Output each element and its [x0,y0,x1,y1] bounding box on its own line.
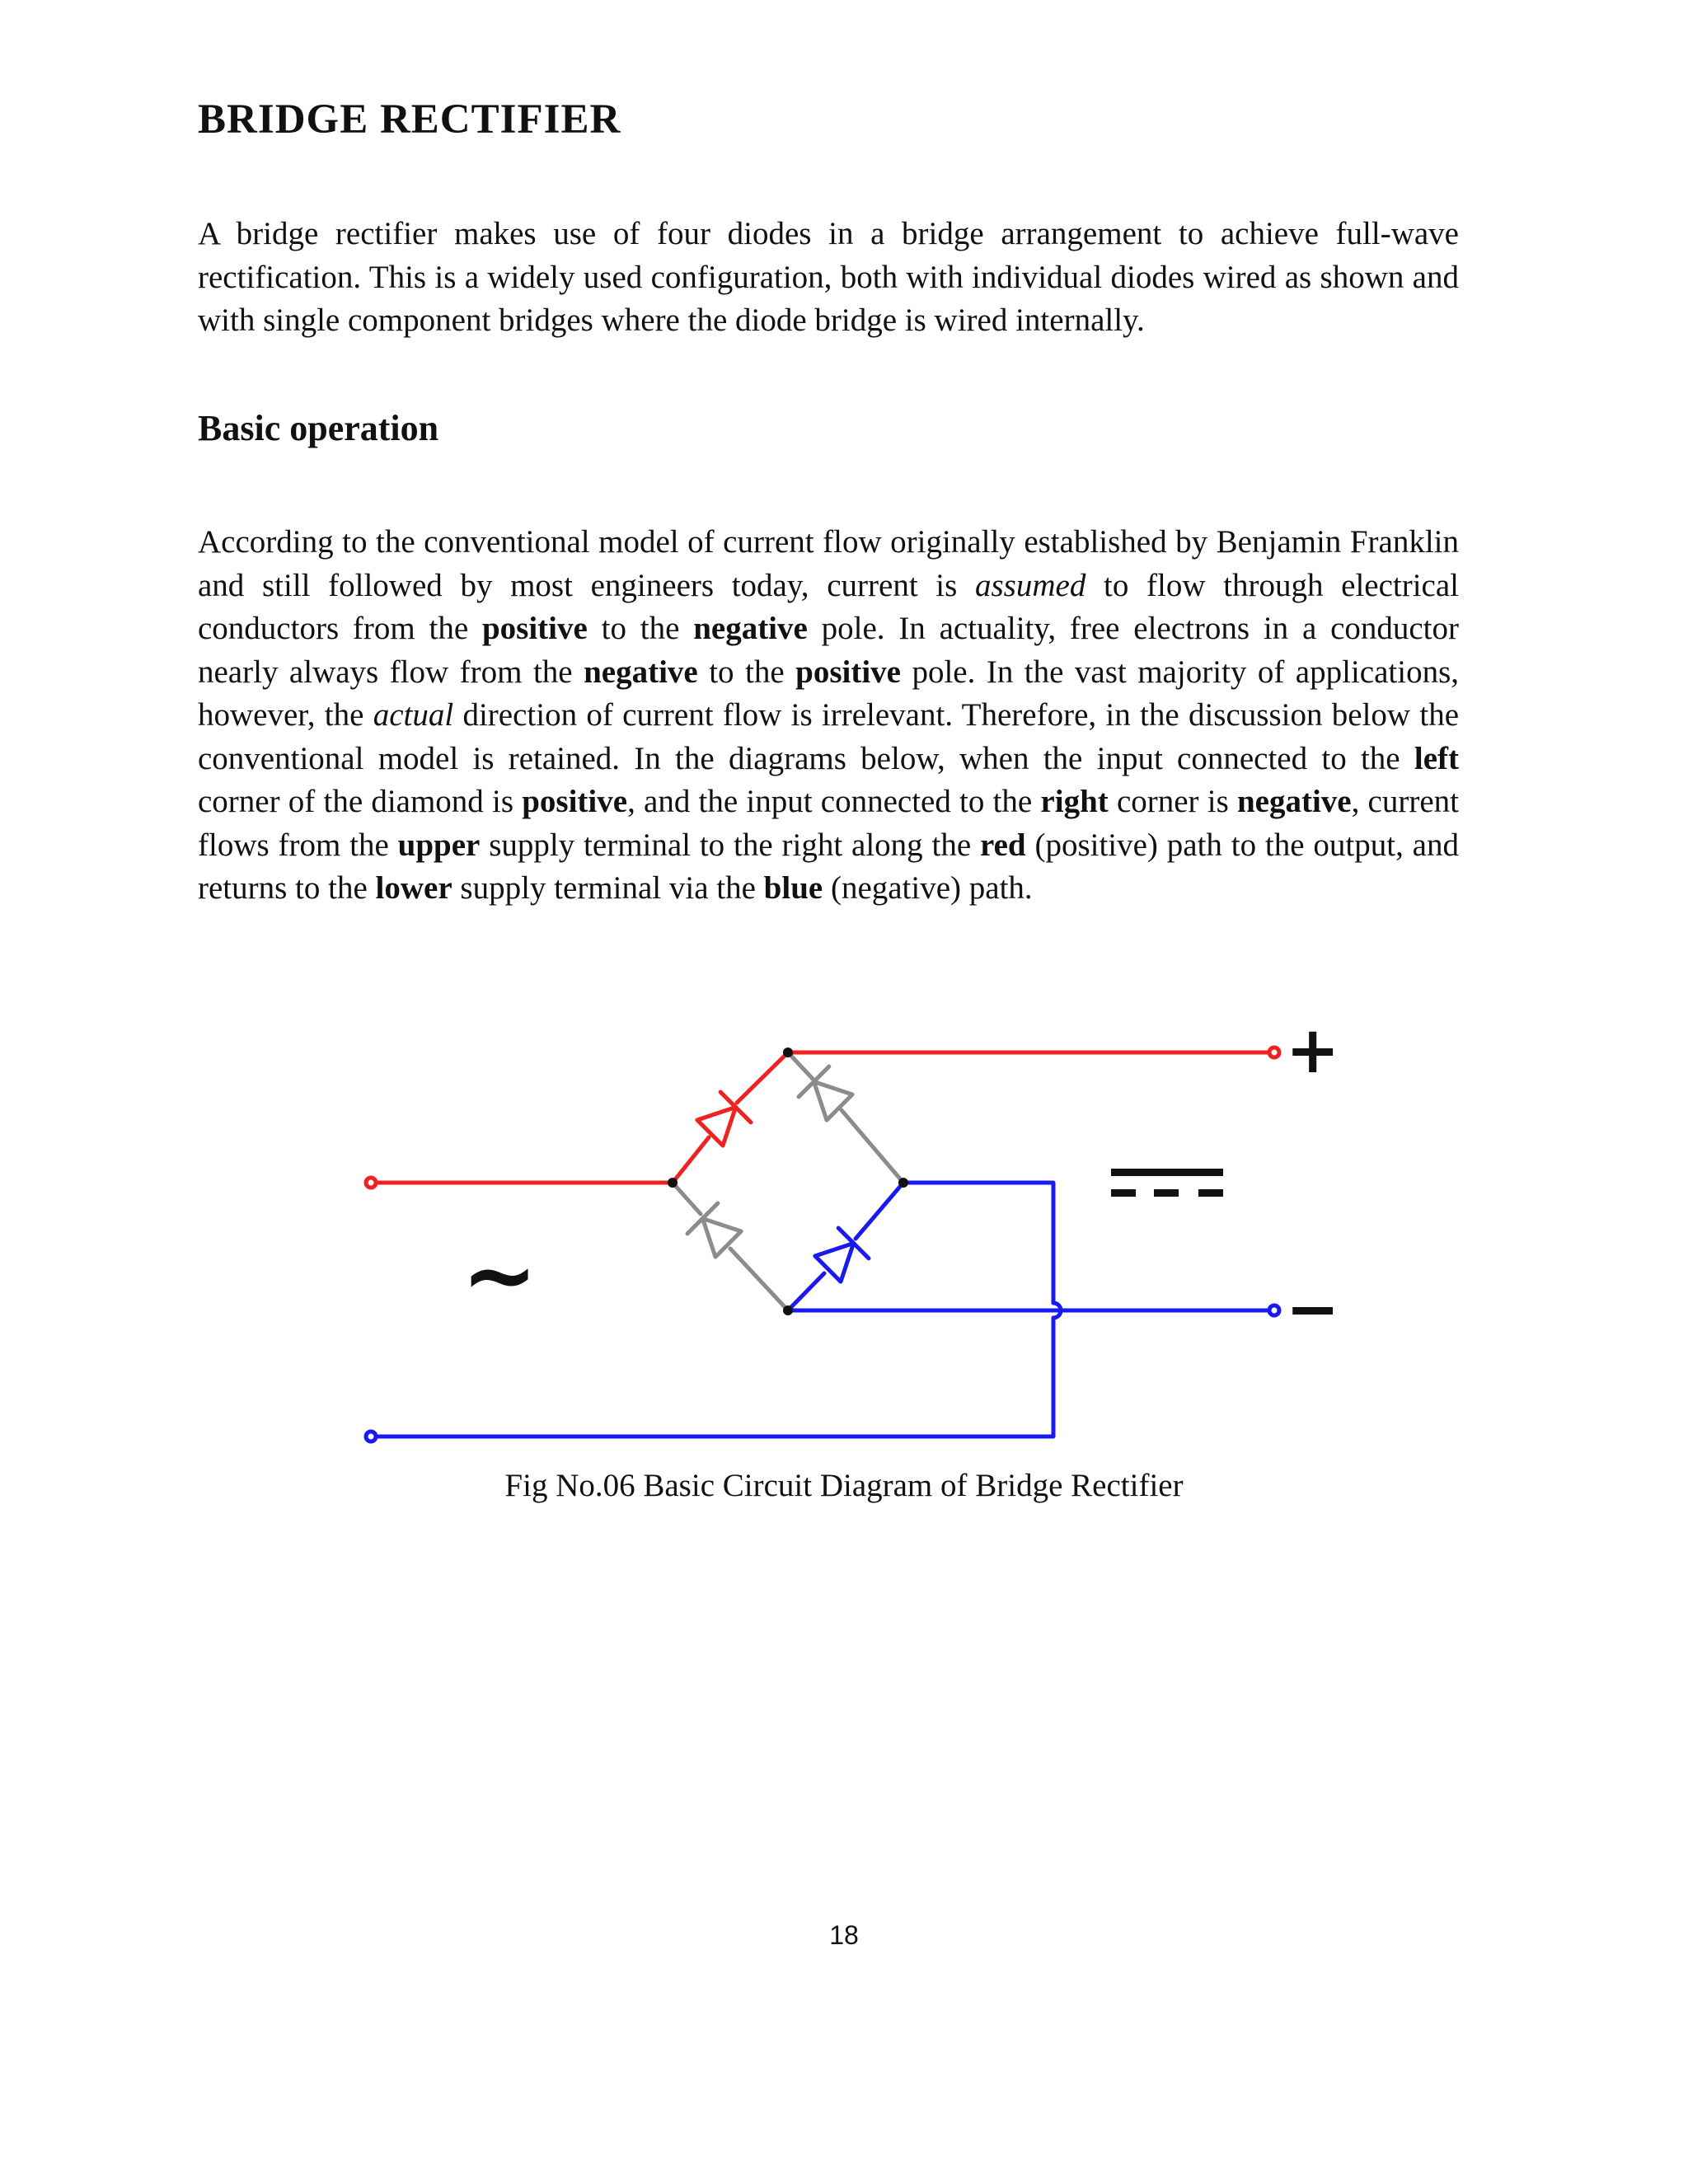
bold-upper: upper [397,827,481,863]
text-run: pole. In the vast majority of applications, however, the [198,654,1460,733]
emphasis-actual: actual [373,697,454,733]
text-run: pole. In actuality, free electrons in a conductor nearly always flow from the [198,611,1460,690]
plus-symbol: + [1286,1018,1340,1088]
text-run: corner is [1108,784,1237,819]
bold-negative: negative [693,611,808,646]
diode-d3-inactive [673,1183,788,1310]
text-run: supply terminal via the [452,870,764,906]
text-run: supply terminal to the right along the [480,827,980,863]
section-heading: Basic operation [198,408,439,448]
operation-paragraph [198,521,1459,911]
bold-lower: lower [375,870,452,906]
page-number: 18 [829,1920,859,1950]
bold-positive: positive [522,784,628,819]
input-terminal-upper [366,1178,376,1188]
text-run: corner of the diamond is [198,784,523,819]
dc-symbol-icon [1111,1169,1223,1197]
bold-positive: positive [795,654,901,690]
output-terminal-positive [1269,1047,1279,1057]
positive-path [366,1047,1279,1188]
text-run: , and the input connected to the [627,784,1041,819]
diode-lead [856,1183,903,1239]
text-run: to the [587,611,694,646]
text-run: to flow through electrical conductors from the [198,567,1460,646]
bridge-rectifier-circuit-diagram [346,1018,1352,1446]
bold-negative: negative [1236,784,1352,819]
minus-symbol: − [1286,1272,1340,1347]
text-run: , current flows from the [198,784,1459,863]
return-wire [903,1183,1053,1303]
ac-symbol: ~ [462,1222,538,1328]
bold-positive: positive [481,611,588,646]
node-left [668,1178,678,1188]
text-run: direction of current flow is irrelevant. Therefore, in the discussion below the conventional model is retained. In the diagrams below, when the input connected to the [198,697,1460,776]
figure-caption: Fig No.06 Basic Circuit Diagram of Bridge Rectifier [504,1468,1184,1503]
bold-right: right [1040,784,1109,819]
diode-lead [673,1137,709,1183]
node-top [783,1047,793,1057]
bold-negative: negative [584,654,698,690]
input-terminal-lower [366,1432,376,1441]
bold-blue: blue [763,870,823,906]
junction-nodes [668,1047,908,1315]
page-title: BRIDGE RECTIFIER [198,96,621,143]
diode-d1 [695,1092,751,1148]
bold-red: red [980,827,1026,863]
text-run: (positive) path to the output, and returns to the [198,827,1459,906]
diode-d2-inactive [788,1052,903,1183]
intro-paragraph: A bridge rectifier makes use of four diodes in a bridge arrangement to achieve full-wave rectification. This is a widely used configuration, both with individual diodes wired as shown and with single component bridges where the diode bridge is wired internally. [198,216,1459,338]
bold-left: left [1414,740,1459,776]
emphasis-assumed: assumed [975,567,1086,603]
output-terminal-negative [1269,1305,1279,1315]
diode-lead [737,1052,788,1103]
diode-lead [788,1273,824,1310]
text-run: (negative) path. [823,870,1033,906]
text-run: to the [697,654,796,690]
input-wire-lower [371,1318,1053,1436]
node-right [898,1178,908,1188]
text-run: According to the conventional model of current flow originally established by Benjamin Franklin and still followed by most engineers today, current is [198,524,1459,603]
node-bottom [783,1305,793,1315]
